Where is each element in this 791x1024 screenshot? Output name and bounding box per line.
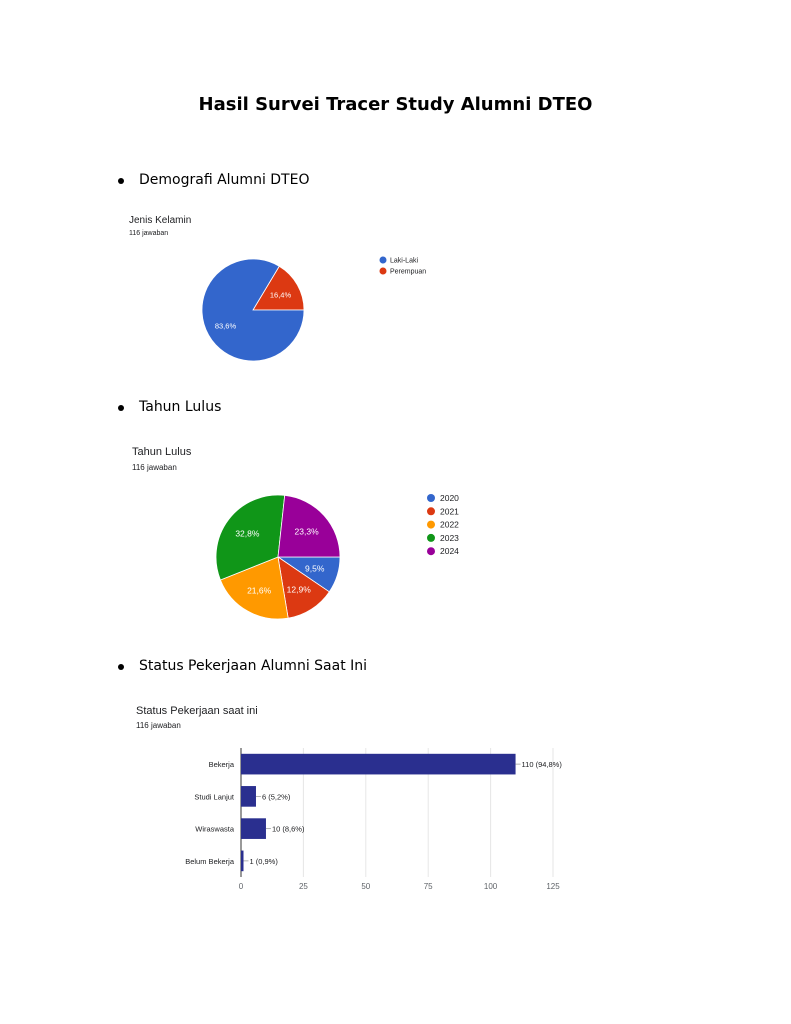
pie-value-label: 21,6% [247,585,272,596]
chart-title-status: Status Pekerjaan saat ini [136,705,258,717]
x-tick-label: 0 [238,882,244,891]
bar-value-label: 110 (94,8%) [521,760,562,770]
chart-subtitle-tahun: 116 jawaban [132,463,177,472]
gender-pie-chart [190,250,450,375]
document-title: Hasil Survei Tracer Study Alumni DTEO [198,94,593,115]
status-bar-chart [170,740,590,895]
chart-title-tahun: Tahun Lulus [132,446,192,458]
x-tick-label: 75 [423,882,433,891]
bullet-icon [118,178,124,184]
x-tick-label: 25 [298,882,308,891]
legend-label: 2024 [440,546,459,557]
bar-belum-bekerja [241,851,243,872]
pie-value-label: 12,9% [286,584,311,595]
chart-title-gender: Jenis Kelamin [129,215,192,226]
x-tick-label: 125 [546,882,560,891]
legend-swatch [427,534,435,542]
bullet-icon [118,405,124,411]
legend-swatch [427,521,435,529]
bar-value-label: 6 (5,2%) [261,792,291,802]
bar-studi-lanjut [241,786,256,807]
legend-label: 2022 [440,519,459,530]
pie-value-label: 9,5% [305,563,325,574]
pie-value-label: 16,4% [269,290,292,300]
x-tick-label: 100 [483,882,498,891]
legend-swatch [427,507,435,515]
legend-swatch [427,494,435,502]
pie-value-label: 23,3% [294,526,319,537]
year-pie-chart [205,485,485,630]
bar-value-label: 10 (8,6%) [271,824,305,834]
pie-value-label: 32,8% [235,528,260,539]
pie-value-label: 83,6% [214,321,237,331]
section-heading-text: Demografi Alumni DTEO [139,172,310,188]
category-label: Studi Lanjut [194,792,234,802]
legend-swatch [380,257,387,264]
legend-label: Laki-Laki [390,257,419,265]
chart-subtitle-gender: 116 jawaban [129,230,169,237]
section-heading-text: Tahun Lulus [139,399,222,415]
legend-label: 2020 [440,492,459,503]
legend-swatch [380,268,387,275]
bullet-icon [118,664,124,670]
bar-bekerja [241,754,516,775]
legend-label: Perempuan [390,268,427,276]
legend-label: 2021 [440,506,459,517]
legend-label: 2023 [440,532,459,543]
chart-subtitle-status: 116 jawaban [136,721,181,730]
category-label: Belum Bekerja [185,856,234,866]
section-heading-text: Status Pekerjaan Alumni Saat Ini [139,658,368,674]
bar-value-label: 1 (0,9%) [249,856,278,866]
category-label: Bekerja [208,760,234,770]
category-label: Wiraswasta [195,824,234,834]
x-tick-label: 50 [361,882,371,891]
bar-wiraswasta [241,818,266,839]
legend-swatch [427,547,435,555]
